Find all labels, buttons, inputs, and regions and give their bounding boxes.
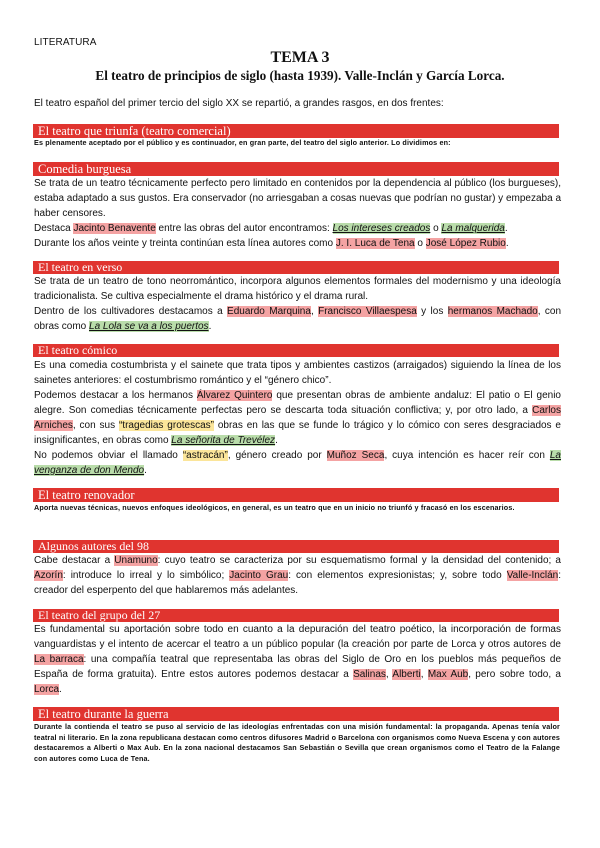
page-subtitle: El teatro de principios de siglo (hasta 1939). Valle-Inclán y García Lorca. — [95, 68, 505, 83]
genre-highlight: “tragedias grotescas” — [118, 420, 214, 431]
heading-autores-98: Algunos autores del 98 — [33, 540, 559, 553]
author-highlight: Valle-Inclán — [506, 570, 559, 581]
paragraph: Dentro de los cultivadores destacamos a Eduardo Marquina, Francisco Villaespesa y los hermanos Machado, con obras como La Lola se va a los puertos. — [34, 306, 562, 332]
work-title: La venganza de don Mendo — [34, 450, 561, 476]
paragraph: Es una comedia costumbrista y el sainete que trata tipos y ambientes castizos (arraigados) siguiendo la línea de los sainetes anteriores: el costumbrismo romántico y el “género chico”. — [34, 360, 561, 386]
heading-comedia-burguesa: Comedia burguesa — [33, 162, 559, 176]
section-grupo-27 — [34, 622, 561, 697]
section-autores-98 — [34, 553, 561, 598]
author-highlight: J. I. Luca de Tena — [335, 238, 415, 249]
heading-teatro-comico: El teatro cómico — [33, 344, 559, 357]
author-highlight: Max Aub — [427, 669, 469, 680]
paragraph: Se trata de un teatro técnicamente perfecto pero limitado en contenidos por la dependencia al público (los burgueses), estaba adaptado a sus gustos. Era conservador (no arriesgaban a cosas nuevas que podrían no gustar) y empezaba a haber censores. — [34, 178, 562, 219]
author-highlight: Unamuno — [114, 555, 158, 566]
work-title: La señorita de Trevélez — [171, 435, 276, 446]
genre-highlight: “astracán” — [182, 450, 228, 461]
author-highlight: Azorín — [34, 570, 63, 581]
author-highlight: Eduardo Marquina — [227, 306, 311, 317]
author-highlight: Álvarez Quintero — [196, 390, 273, 401]
author-highlight: La barraca — [34, 654, 84, 665]
author-highlight: Jacinto Grau — [229, 570, 289, 581]
paragraph: Durante los años veinte y treinta continúan esta línea autores como J. I. Luca de Tena o José López Rubio. — [34, 238, 509, 249]
paragraph: Podemos destacar a los hermanos Álvarez Quintero que presentan obras de ambiente andaluz: El patio o El genio alegre. Son comedias técnicamente perfectas pero se descarta toda situación conflictiva; y, por otro lado, a Carlos Arniches, con sus “tragedias grotescas” obras en las que se funde lo trágico y lo cómico con seres desgraciados e insignificantes, en obras como La señorita de Trevélez. — [34, 390, 561, 446]
paragraph: Es fundamental su aportación sobre todo en cuanto a la depuración del teatro poético, la incorporación de formas vanguardistas y el intento de acercar el teatro a un público popular (la creación por parte de Lorca y otros autores de La barraca: una compañía teatral que representaba las obras del Siglo de Oro en los pueblos más pequeños de España de forma gratuita). Entre estos autores podemos destacar a Salinas, Alberti, Max Aub, pero sobre todo, a Lorca. — [34, 624, 561, 695]
paragraph: No podemos obviar el llamado “astracán”, género creado por Muñoz Seca, cuya intención es hacer reír con La venganza de don Mendo. — [34, 450, 561, 476]
paragraph: Destaca Jacinto Benavente entre las obras del autor encontramos: Los intereses creados o La malquerida. — [34, 223, 508, 234]
section-teatro-comico — [34, 358, 561, 478]
section-comedia-burguesa — [34, 176, 561, 251]
author-highlight: Jacinto Benavente — [73, 223, 156, 234]
heading-grupo-27: El teatro del grupo del 27 — [33, 609, 559, 622]
lead-teatro-renovador: Aporta nuevas técnicas, nuevos enfoques ideológicos, en general, es un teatro que en un inicio no triunfó y fracasó en los escenarios. — [34, 503, 515, 512]
section-teatro-verso — [34, 274, 561, 334]
author-highlight: Salinas — [353, 669, 386, 680]
lead-teatro-guerra: Durante la contienda el teatro se puso al servicio de las ideologías enfrentadas con una misión fundamental: la propaganda. Apenas tenía valor teatral ni literario. En la zona republicana destacan como centros difusores Madrid o Barcelona con organismos como Nueva Escena y con autores destacaremos a Alberti o Max Aub. En la zona nacional destacamos San Sebastián o Sevilla que crean organismos como el Teatro de la Falange con autores como Luca de Tena. — [34, 722, 560, 763]
subject-label: LITERATURA — [34, 37, 97, 48]
paragraph: Cabe destacar a Unamuno: cuyo teatro se caracteriza por su esquematismo formal y la densidad del contenido; a Azorín: introduce lo irreal y lo simbólico; Jacinto Grau: con elementos expresionistas; y, sobre todo Valle-Inclán: creador del esperpento del que hablaremos más adelantes. — [34, 555, 561, 596]
paragraph: Se trata de un teatro de tono neorromántico, incorpora algunos elementos formales del modernismo y una ideología tradicionalista. Se cultiva especialmente el drama histórico y el drama rural. — [34, 276, 561, 302]
author-highlight: Muñoz Seca — [326, 450, 385, 461]
author-highlight: Carlos Arniches — [34, 405, 561, 431]
heading-teatro-guerra: El teatro durante la guerra — [33, 707, 559, 721]
author-highlight: José López Rubio — [425, 238, 506, 249]
lead-teatro-comercial: Es plenamente aceptado por el público y es continuador, en gran parte, del teatro del siglo anterior. Lo dividimos en: — [34, 138, 451, 147]
author-highlight: hermanos Machado — [447, 306, 538, 317]
page-title: TEMA 3 — [270, 49, 330, 66]
work-title: Los intereses creados — [332, 223, 431, 234]
heading-teatro-verso: El teatro en verso — [33, 261, 559, 274]
author-highlight: Francisco Villaespesa — [318, 306, 417, 317]
heading-teatro-comercial: El teatro que triunfa (teatro comercial) — [33, 124, 559, 138]
work-title: La Lola se va a los puertos — [89, 321, 209, 332]
work-title: La malquerida — [441, 223, 505, 234]
author-highlight: Lorca — [34, 684, 60, 695]
intro-text: El teatro español del primer tercio del siglo XX se repartió, a grandes rasgos, en dos frentes: — [34, 98, 444, 109]
heading-teatro-renovador: El teatro renovador — [33, 488, 559, 502]
author-highlight: Alberti — [392, 669, 421, 680]
